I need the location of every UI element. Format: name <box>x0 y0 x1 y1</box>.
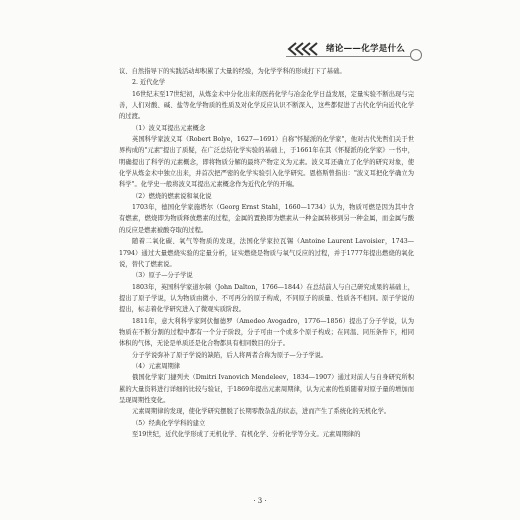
header-title: 绪论——化学是什么 <box>326 44 406 54</box>
paragraph: 随着二氧化碳、氧气等物质的发现，法国化学家拉瓦锡（Antoine Laurent Lavoisier，1743—1794）通过大量燃烧实验的定量分析，证实燃烧是物质与氧气反应的过程，并于1777年提出燃烧的氧化说，替代了燃素说。 <box>119 238 414 268</box>
paragraph: 议、自然指导下的实践活动却积累了大量的经验，为化学学科的形成打下了基础。 <box>119 68 346 75</box>
circle-icon <box>410 49 422 61</box>
paragraph: 分子学说弥补了原子学说的缺陷，后人将两者合称为原子—分子学说。 <box>132 351 328 359</box>
section-heading: 2. 近代化学 <box>132 79 166 87</box>
paragraph: 英国科学家波义耳（Robert Bolye，1627—1691）自称"怀疑派的化学家"，他对古代先哲们关于世界构成的"元素"提出了质疑，在广泛总结化学实验的基础上，于1661年在其《怀疑派的化学家》一书中，明确提出了科学的元素概念，即将物质分解的最终产物定义为元素。波义耳还确立了化学的研究对象，使化学从炼金术中独立出来，并首次把严密的化学实验引入化学研究。恩格斯曾指出："波义耳把化学确立为科学"。化学史一般将波义耳提出元素概念作为近代化学的开端。 <box>119 136 414 189</box>
paragraph: 1811年，意大利科学家阿伏伽德罗（Amedeo Avogadro，1776—1856）提出了分子学说，认为物质在不断分割的过程中都有一个分子阶段，分子可由一个或多个原子构成；在同温、同压条件下，相同体积的气体，无论是单质还是化合物都具有相同数目的分子。 <box>119 317 414 348</box>
paragraph: 1703年，德国化学家施塔尔（Georg Ernst Stahl，1660—1734）认为，物质可燃是因为其中含有燃素，燃烧即为物质释放燃素的过程，金属的置换即为燃素从一种金属转移到另一种金属，而金属与酸的反应是燃素被酸夺取的过程。 <box>119 204 414 234</box>
body-text <box>119 66 414 440</box>
subsection-heading: （1）波义耳提出元素概念 <box>132 124 206 132</box>
paragraph: 俄国化学家门捷列夫（Dmitri Ivanovich Mendeleev，1834—1907）通过对前人与自身研究所积累的大量资料进行详细的比较与验证，于1869年提出元素周期律，认为元素的性质随着对原子量的增加而呈现周期性变化。 <box>119 374 414 404</box>
subsection-heading: （2）燃烧的燃素说和氧化说 <box>132 192 212 200</box>
running-header <box>0 40 520 58</box>
subsection-heading: （4）元素周期律 <box>132 362 181 370</box>
chevron-double-left-icon <box>286 42 322 56</box>
paragraph: 16世纪末至17世纪初，从炼金术中分化出来的医药化学与冶金化学日益发展，定量实验不断出现与完善，人们对酸、碱、盐等化学物质的性质及对化学反应认识不断深入，这些都促进了古代化学向近代化学的过渡。 <box>119 90 414 121</box>
paragraph: 1803年，英国科学家道尔顿（John Dalton，1766—1844）在总结前人与自己研究成果的基础上，提出了原子学说，认为物质由微小、不可再分的原子构成，不同原子的质量、性质各不相同。原子学说的提出，标志着化学研究进入了微观实质阶段。 <box>119 283 414 314</box>
header-rule <box>286 56 412 57</box>
subsection-heading: （3）原子—分子学说 <box>132 272 193 280</box>
page-number: · 3 · <box>253 497 267 505</box>
paragraph: 至19世纪，近代化学形成了无机化学、有机化学、分析化学等分支。元素周期律的 <box>132 431 361 438</box>
paragraph: 元素周期律的发现，使化学研究摆脱了长期零散杂乱的状态，进而产生了系统化的无机化学。 <box>132 408 391 416</box>
subsection-heading: （5）经典化学学科的建立 <box>132 419 206 427</box>
